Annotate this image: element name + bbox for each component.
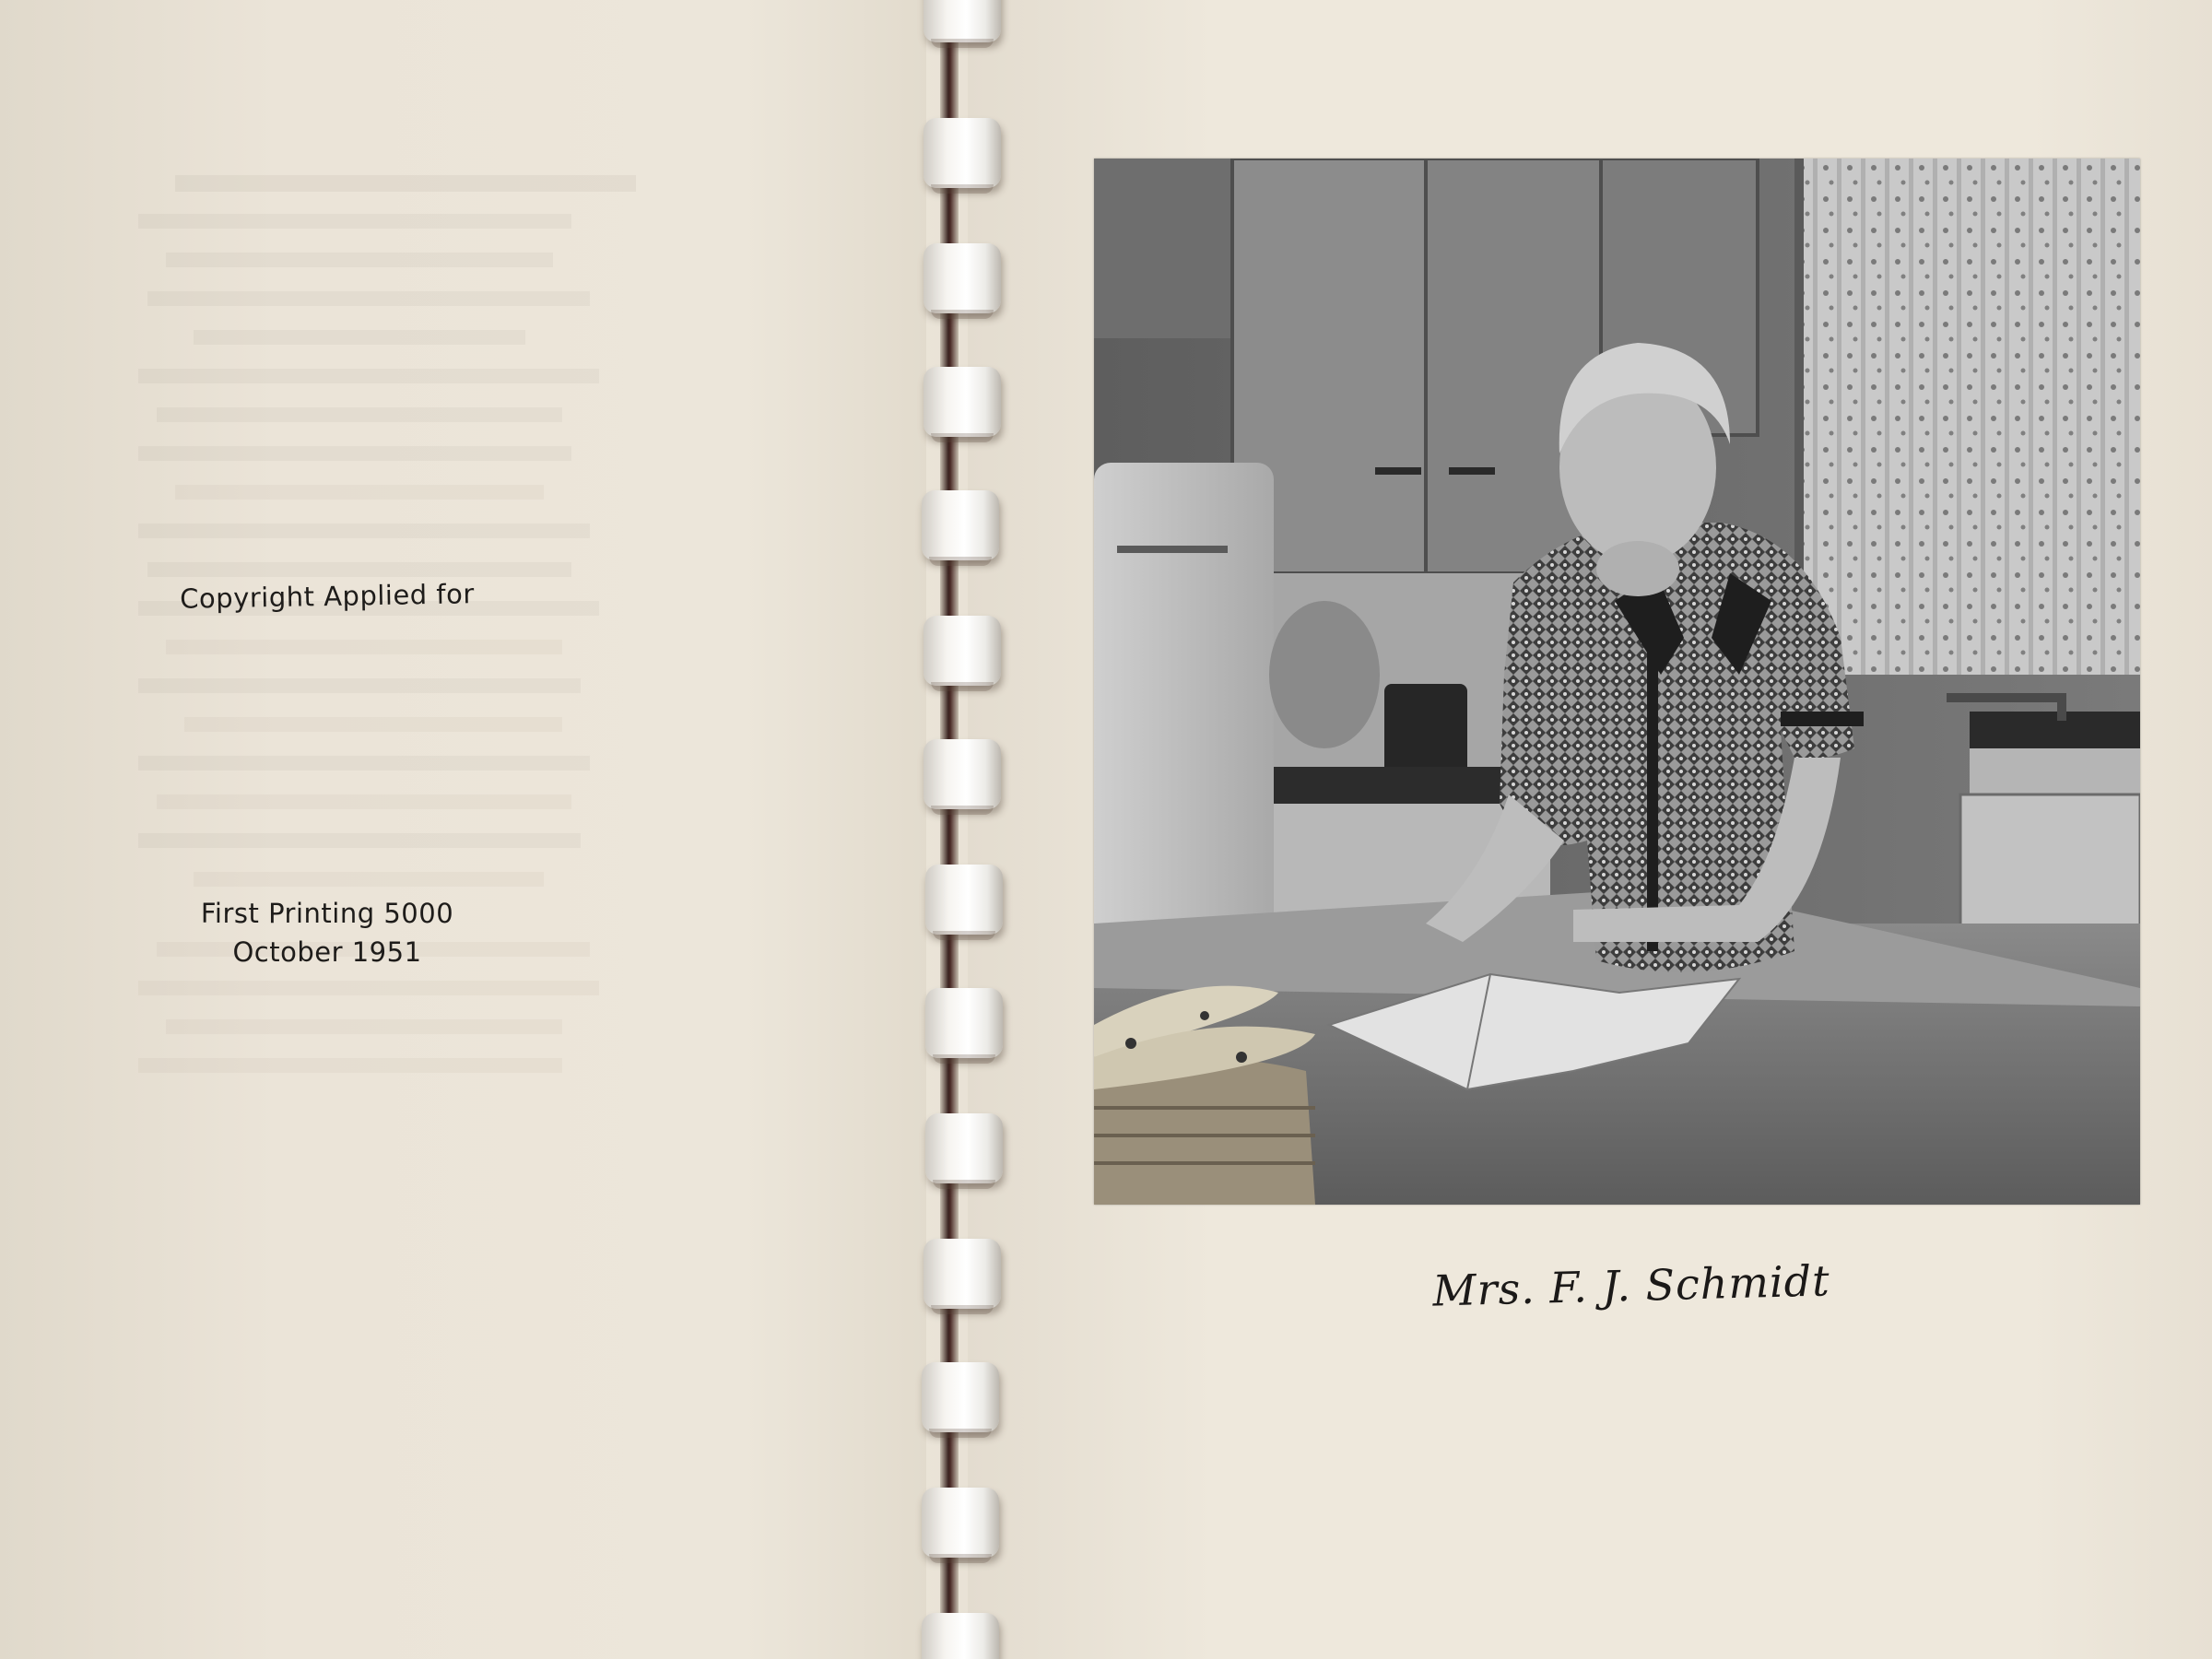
printing-date: October 1951: [232, 936, 422, 968]
copyright-notice: Copyright Applied for: [179, 578, 476, 615]
binding-ring: [922, 490, 999, 560]
binding-ring: [924, 739, 1001, 809]
binding-ring: [925, 988, 1003, 1058]
portrait-photo-icon: [1094, 159, 2140, 1205]
binding-ring: [925, 865, 1003, 935]
binding-ring: [924, 118, 1001, 188]
binding-ring: [925, 1113, 1003, 1183]
spiral-binding-icon: [912, 0, 1023, 1659]
printing-info: [157, 894, 498, 971]
binding-ring: [924, 367, 1001, 437]
left-page: [0, 0, 926, 1659]
binding-ring: [924, 0, 1001, 42]
binding-ring: [924, 1239, 1001, 1309]
binding-ring: [924, 616, 1001, 686]
printing-line: First Printing 5000: [200, 898, 454, 929]
binding-ring: [924, 243, 1001, 313]
binding-ring: [922, 1613, 999, 1659]
binding-ring: [922, 1362, 999, 1432]
photo-caption: Mrs. F. J. Schmidt: [1431, 1255, 1831, 1316]
binding-ring: [922, 1488, 999, 1558]
